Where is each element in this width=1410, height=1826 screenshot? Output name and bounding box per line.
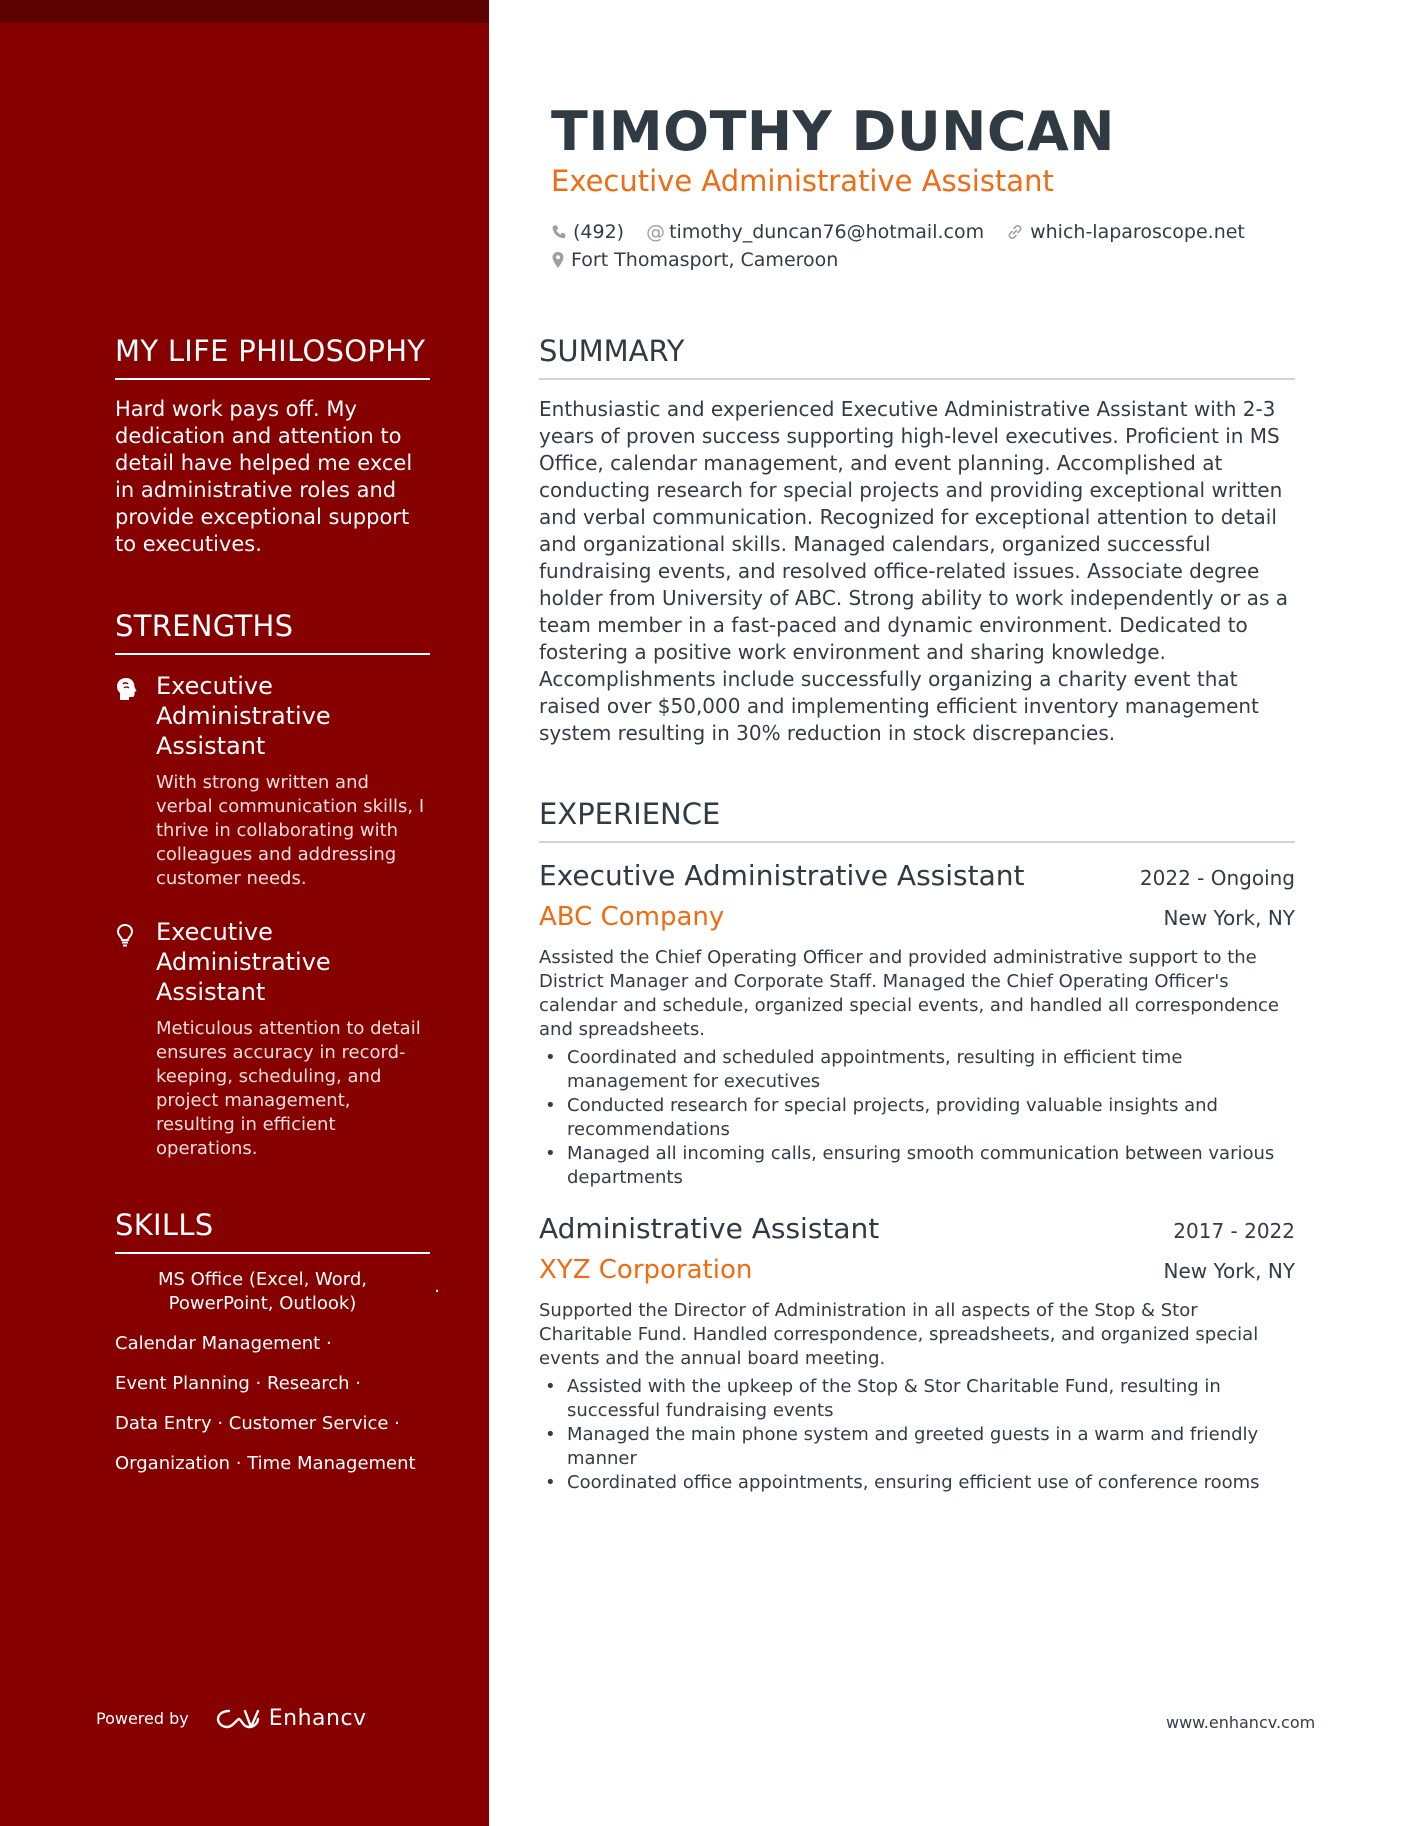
- experience-heading: EXPERIENCE: [539, 797, 1295, 843]
- phone-text: (492): [573, 221, 625, 243]
- skills-heading: SKILLS: [115, 1208, 430, 1254]
- email-text: timothy_duncan76@hotmail.com: [669, 221, 985, 243]
- job-bullet: • Managed the main phone system and greeted guests in a warm and friendly manner: [539, 1423, 1295, 1471]
- strength-content: [156, 917, 430, 1161]
- skill-line: Data Entry · Customer Service ·: [115, 1413, 400, 1434]
- skill-text: MS Office (Excel, Word, PowerPoint, Outlook): [157, 1269, 368, 1314]
- job-company: XYZ Corporation: [539, 1255, 753, 1285]
- lightbulb-icon: [115, 917, 156, 1161]
- phone-contact[interactable]: [551, 221, 624, 243]
- sidebar: [0, 0, 489, 1826]
- at-icon: @: [646, 221, 666, 243]
- job-title: Administrative Assistant: [539, 1212, 880, 1245]
- job-bullet: • Coordinated office appointments, ensuring efficient use of conference rooms: [539, 1471, 1295, 1495]
- powered-by: [96, 1706, 367, 1731]
- job-location: New York, NY: [1163, 1259, 1295, 1283]
- contact-info: [551, 218, 1267, 274]
- job-description: Assisted the Chief Operating Officer and provided administrative support to the District Manager and Corporate Staff. Managed the Chief Operating Officer's calendar and schedule, organized special events, and handled all correspondence and spreadsheets.: [539, 947, 1279, 1040]
- brain-head-icon: [115, 671, 156, 891]
- job-bullets: [539, 1046, 1295, 1190]
- sidebar-top-bar: [0, 0, 489, 23]
- job-bullet: • Coordinated and scheduled appointments, resulting in efficient time management for executives: [539, 1046, 1295, 1094]
- strengths-heading: STRENGTHS: [115, 609, 430, 655]
- strengths-section: [115, 609, 430, 1161]
- job-entry: [539, 859, 1295, 1190]
- phone-icon: [551, 224, 567, 240]
- strength-title: Executive Administrative Assistant: [156, 918, 331, 1006]
- link-icon: [1006, 223, 1024, 241]
- experience-section: [539, 797, 1295, 1495]
- brand-name: Enhancv: [268, 1706, 367, 1731]
- enhancv-logo-icon: [215, 1707, 261, 1731]
- location-pin-icon: [551, 251, 565, 269]
- brand-logo[interactable]: [215, 1706, 367, 1731]
- strength-description: Meticulous attention to detail ensures accuracy in record-keeping, scheduling, and project management, resulting in efficient operations.: [156, 1018, 421, 1159]
- job-bullets: [539, 1375, 1295, 1495]
- job-title: Executive Administrative Assistant: [539, 859, 1025, 892]
- strength-item: [115, 671, 430, 891]
- footer-url-link[interactable]: www.enhancv.com: [1166, 1713, 1316, 1732]
- strength-title: Executive Administrative Assistant: [156, 672, 331, 760]
- strength-item: [115, 917, 430, 1161]
- job-bullet: • Assisted with the upkeep of the Stop & Stor Charitable Fund, resulting in successful fundraising events: [539, 1375, 1295, 1423]
- candidate-name: TIMOTHY DUNCAN: [551, 100, 1115, 163]
- philosophy-text: Hard work pays off. My dedication and attention to detail have helped me excel in administrative roles and provide exceptional support to executives.: [115, 397, 413, 556]
- strength-description: With strong written and verbal communication skills, I thrive in collaborating with colleagues and addressing customer needs.: [156, 772, 425, 889]
- strength-content: [156, 671, 430, 891]
- skills-list: [115, 1268, 440, 1476]
- skills-section: [115, 1208, 440, 1492]
- job-location: New York, NY: [1163, 906, 1295, 930]
- location-text: Fort Thomasport, Cameroon: [571, 249, 839, 271]
- summary-section: [539, 334, 1295, 747]
- email-contact[interactable]: [646, 221, 984, 243]
- skill-line: Event Planning · Research ·: [115, 1373, 361, 1394]
- philosophy-section: [115, 334, 430, 558]
- summary-text: Enthusiastic and experienced Executive Administrative Assistant with 2-3 years of proven success supporting high-level executives. Proficient in MS Office, calendar management, and event planning. Accomplished at conducting research for special projects and providing exceptional written and verbal communication. Recognized for exceptional attention to detail and organizational skills. Managed calendars, organized successful fundraising events, and resolved office-related issues. Associate degree holder from University of ABC. Strong ability to work independently or as a team member in a fast-paced and dynamic environment. Dedicated to fostering a positive work environment and sharing knowledge. Accomplishments include successfully organizing a charity event that raised over $50,000 and implementing efficient inventory management system resulting in 30% reduction in stock discrepancies.: [539, 397, 1288, 745]
- skill-line: Calendar Management ·: [115, 1333, 332, 1354]
- location-contact: [551, 249, 838, 271]
- skill-line: [115, 1268, 440, 1316]
- summary-heading: SUMMARY: [539, 334, 1295, 380]
- job-date: 2022 - Ongoing: [1139, 866, 1295, 890]
- job-entry: [539, 1212, 1295, 1495]
- job-bullet: • Managed all incoming calls, ensuring smooth communication between various departments: [539, 1142, 1295, 1190]
- powered-by-label: Powered by: [96, 1709, 189, 1728]
- job-description: Supported the Director of Administration in all aspects of the Stop & Stor Charitable Fund. Handled correspondence, spreadsheets, and organized special events and the annual board meeting.: [539, 1300, 1259, 1369]
- job-company: ABC Company: [539, 902, 725, 932]
- philosophy-heading: MY LIFE PHILOSOPHY: [115, 334, 430, 380]
- job-date: 2017 - 2022: [1173, 1219, 1295, 1243]
- skill-line: Organization · Time Management: [115, 1453, 416, 1474]
- candidate-title: Executive Administrative Assistant: [551, 164, 1054, 198]
- website-contact[interactable]: [1006, 221, 1245, 243]
- job-bullet: • Conducted research for special projects, providing valuable insights and recommendations: [539, 1094, 1295, 1142]
- website-text: which-laparoscope.net: [1030, 221, 1245, 243]
- skill-separator: ·: [434, 1281, 440, 1302]
